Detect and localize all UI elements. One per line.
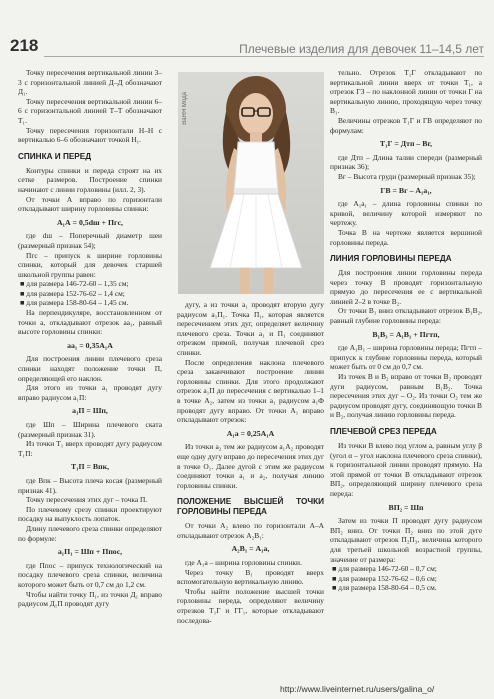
paragraph: Величины отрезков Т₁Г и ГВ определяют по формулам: — [330, 115, 482, 135]
formula: ГВ = Вг – А₁а₁, — [380, 185, 432, 195]
paragraph: где А₁а – ширина горловины спинки. — [185, 558, 302, 568]
girl-in-dress-illustration — [178, 72, 324, 294]
text-column-2 — [177, 300, 324, 625]
paragraph: От точки А вправо по горизонтали откладывают ширину горловины спинки: — [18, 194, 162, 214]
paragraph: Точку пересечения горизонтали Н–Н с вертикалью 6–6 обозначают точкой Н₁. — [18, 125, 162, 145]
formula: А₂В₁ = А₁а, — [231, 544, 270, 554]
text-column-1 — [18, 68, 162, 609]
paragraph: Точку пересечения вертикальной линии 3–3 с горизонтальной линией Д–Д обозначают Д₁. — [18, 68, 162, 97]
list-item: ■ для размера 158-80-64 – 1,45 см. — [20, 298, 129, 308]
page-number: 218 — [10, 36, 39, 55]
formula: а₁П₁ = Шп + Ппос, — [57, 547, 123, 557]
paragraph: Контуры спинки и переда строят на их сетке размеров. Построение спинки начинают с линии горловины (илл. 2, 3). — [18, 165, 162, 194]
paragraph: Точка В на чертеже является вершиной горловины переда. — [330, 227, 482, 247]
paragraph: От точки В₁ вниз откладывают отрезок В₁В₂, равный глубине горловины переда: — [330, 306, 482, 326]
section-heading: ЛИНИЯ ГОРЛОВИНЫ ПЕРЕДА — [330, 254, 452, 264]
paragraph: Для построения линии плечевого среза спинки находят положение точки П, определяющей его наклон. — [18, 354, 162, 383]
section-heading: ПЛЕЧЕВОЙ СРЕЗ ПЕРЕДА — [330, 427, 437, 436]
formula: В₁В₃ = А₁В₁ + Пгтп, — [372, 329, 440, 339]
paragraph: Через точку В₁ проводят вверх вспомогательную вертикальную линию. — [177, 567, 324, 587]
paragraph: После определения наклона плечевого среза заканчивают построение линии горловины спинки. Для этого продолжают отрезок а₁П до пересечения с вертикалью 1–1 в точке А₂, затем из точки а₁ радиусом а₁Ф проводят дугу вправо. От точки А₁ вправо откладывают отрезок: — [177, 357, 324, 425]
section-heading: ПОЛОЖЕНИЕ ВЫСШЕЙ ТОЧКИ ГОРЛОВИНЫ ПЕРЕДА — [177, 497, 324, 517]
header-divider — [44, 56, 484, 57]
formula: Т₁П = Впк, — [70, 462, 110, 472]
paragraph: На перпендикуляре, восстановленном от точки а, откладывают отрезок аа₁, равный высоте горловины спинки: — [18, 308, 162, 337]
paragraph: где Шп – Ширина плечевого ската (размерный признак 31). — [18, 420, 162, 439]
list-item: ■ для размера 152-76-62 – 0,6 см; — [332, 573, 437, 583]
formula: А₁А = 0,5dш + Пгс, — [57, 217, 123, 227]
list-item: ■ для размера 152-76-62 – 1,4 см; — [20, 288, 125, 298]
photo-label: ВаЯЯ Мода — [182, 92, 188, 125]
paragraph: По плечевому срезу спинки проектируют посадку на выпуклость лопаток. — [18, 504, 162, 524]
paragraph: где Впк – Высота плеча косая (размерный признак 41). — [18, 475, 162, 495]
paragraph: Длину плечевого среза спинки определяют по формуле: — [18, 523, 162, 543]
paragraph: Для построения линии горловины переда через точку В проводят горизонтальную прямую до пересечения ее с вертикальной линией 2–2 в точке В₂. — [330, 268, 482, 306]
formula: А₁а = 0,25А₁А — [226, 428, 275, 438]
paragraph: тельно. Отрезок Т₁Г откладывают по вертикальной линии вверх от точки Т₁, а отрезок ГЗ – по наклонной линии от точки Г на вертикальную линию, проходящую через точку В₁. — [330, 68, 482, 116]
list-item: ■ для размера 146-72-60 – 1,35 см; — [20, 279, 129, 289]
watermark-url: http://www.liveinternet.ru/users/galina_o/ — [280, 684, 435, 694]
paragraph: От точки А₂ влево по горизонтали А–А откладывают отрезок А₂В₁: — [177, 521, 324, 540]
formula: аа₁ = 0,35А₁А — [67, 340, 113, 350]
list-item: ■ для размера 146-72-60 – 0,7 см; — [332, 564, 437, 574]
section-heading: СПИНКА И ПЕРЕД — [18, 151, 92, 161]
formula: Т₁Г = Дтп – Вг, — [379, 139, 433, 149]
paragraph: где А₁В₁ – ширина горловины переда; Пгтп – припуск к глубине горловины переда, который может быть от 0 см до 0,7 см. — [330, 343, 482, 372]
paragraph: Точку пересечения вертикальной линии 6–6 с горизонтальной линией Т–Т обозначают Т₁. — [18, 96, 162, 125]
text-column-3 — [330, 68, 482, 593]
page-header — [0, 0, 494, 56]
paragraph: где А₁а₁ – длина горловины спинки по кривой, величину которой измеряют по чертежу. — [330, 199, 482, 228]
paragraph: Для этого из точки а₁ проводят дугу вправо радиусом а₁П: — [18, 383, 162, 402]
paragraph: Чтобы найти положение высшей точки горловины переда, определяют величину отрезков Т₁Г и ГГ₁, которые откладывают последова- — [177, 586, 324, 625]
paragraph: дугу, а из точки а₁ проводят вторую дугу радиусом а₁П₁. Точка П₁, которая является пересечением этих дуг, определяет величину плечевого среза. Точки а₁ и П₁ соединяют отрезком прямой, получая плечевой срез спинки. — [177, 300, 324, 357]
formula: ВП₂ = Шп — [388, 502, 424, 512]
paragraph: где Дтп – Длина талии спереди (размерный признак 36); — [330, 152, 482, 172]
formula: а₁П = Шп, — [72, 406, 108, 416]
paragraph: где Ппос – припуск технологический на посадку плечевого среза спинки, величина которого может быть от 0,7 см до 1,2 см. — [18, 560, 162, 589]
paragraph: Пгс – припуск к ширине горловины спинки, который для девочек старшей школьной группы равен: — [18, 250, 162, 279]
paragraph: Из точек В и В₂ вправо от точки В₂ проводят дуги радиусом, равным В₁В₂. Точка пересечения этих дуг – О₂. Из точки О₂ тем же радиусом проводят дугу, соединяющую точки В и В₂, получая линию горловины переда. — [330, 372, 482, 420]
running-title: Плечевые изделия для девочек 11–14,5 лет — [239, 42, 484, 56]
paragraph: где dш – Поперечный диаметр шеи (размерный признак 54); — [18, 231, 162, 250]
paragraph: Из точки В влево под углом а, равным углу β (угол α – угол наклона плечевого среза спинки), к горизонтальной линии проводят прямую. На этой прямой от точки В откладывают отрезок ВП₂, определяющий ширину плечевого среза переда: — [330, 441, 482, 498]
paragraph: Из точки Т₁ вверх проводят дугу радиусом Т₁П: — [18, 439, 162, 458]
paragraph: Затем из точки П проводят дугу радиусом ВП₂ вниз. От точки П₂ вниз по этой дуге откладывают отрезок П₂П₃, величина которого для третьей школьной возрастной группы, значение от размера: — [330, 516, 482, 564]
list-item: ■ для размера 158-80-64 – 0,5 см. — [332, 583, 437, 593]
paragraph: Точку пересечения этих дуг – точка П. — [26, 495, 148, 505]
paragraph: Вг – Высота груди (размерный признак 35); — [338, 171, 476, 181]
model-photo — [178, 72, 324, 294]
paragraph: Из точки а₂ тем же радиусом а₁А₂ проводят еще одну дугу вправо до пересечения этих дуг в точке О₁. Далее дугой с этим же радиусом соединяют точки а₁ и а₂, получая линию горловины спинки. — [177, 442, 324, 490]
paragraph: Чтобы найти точку П₁, из точки Д₁ вправо радиусом Д₁П проводят дугу — [18, 589, 162, 609]
